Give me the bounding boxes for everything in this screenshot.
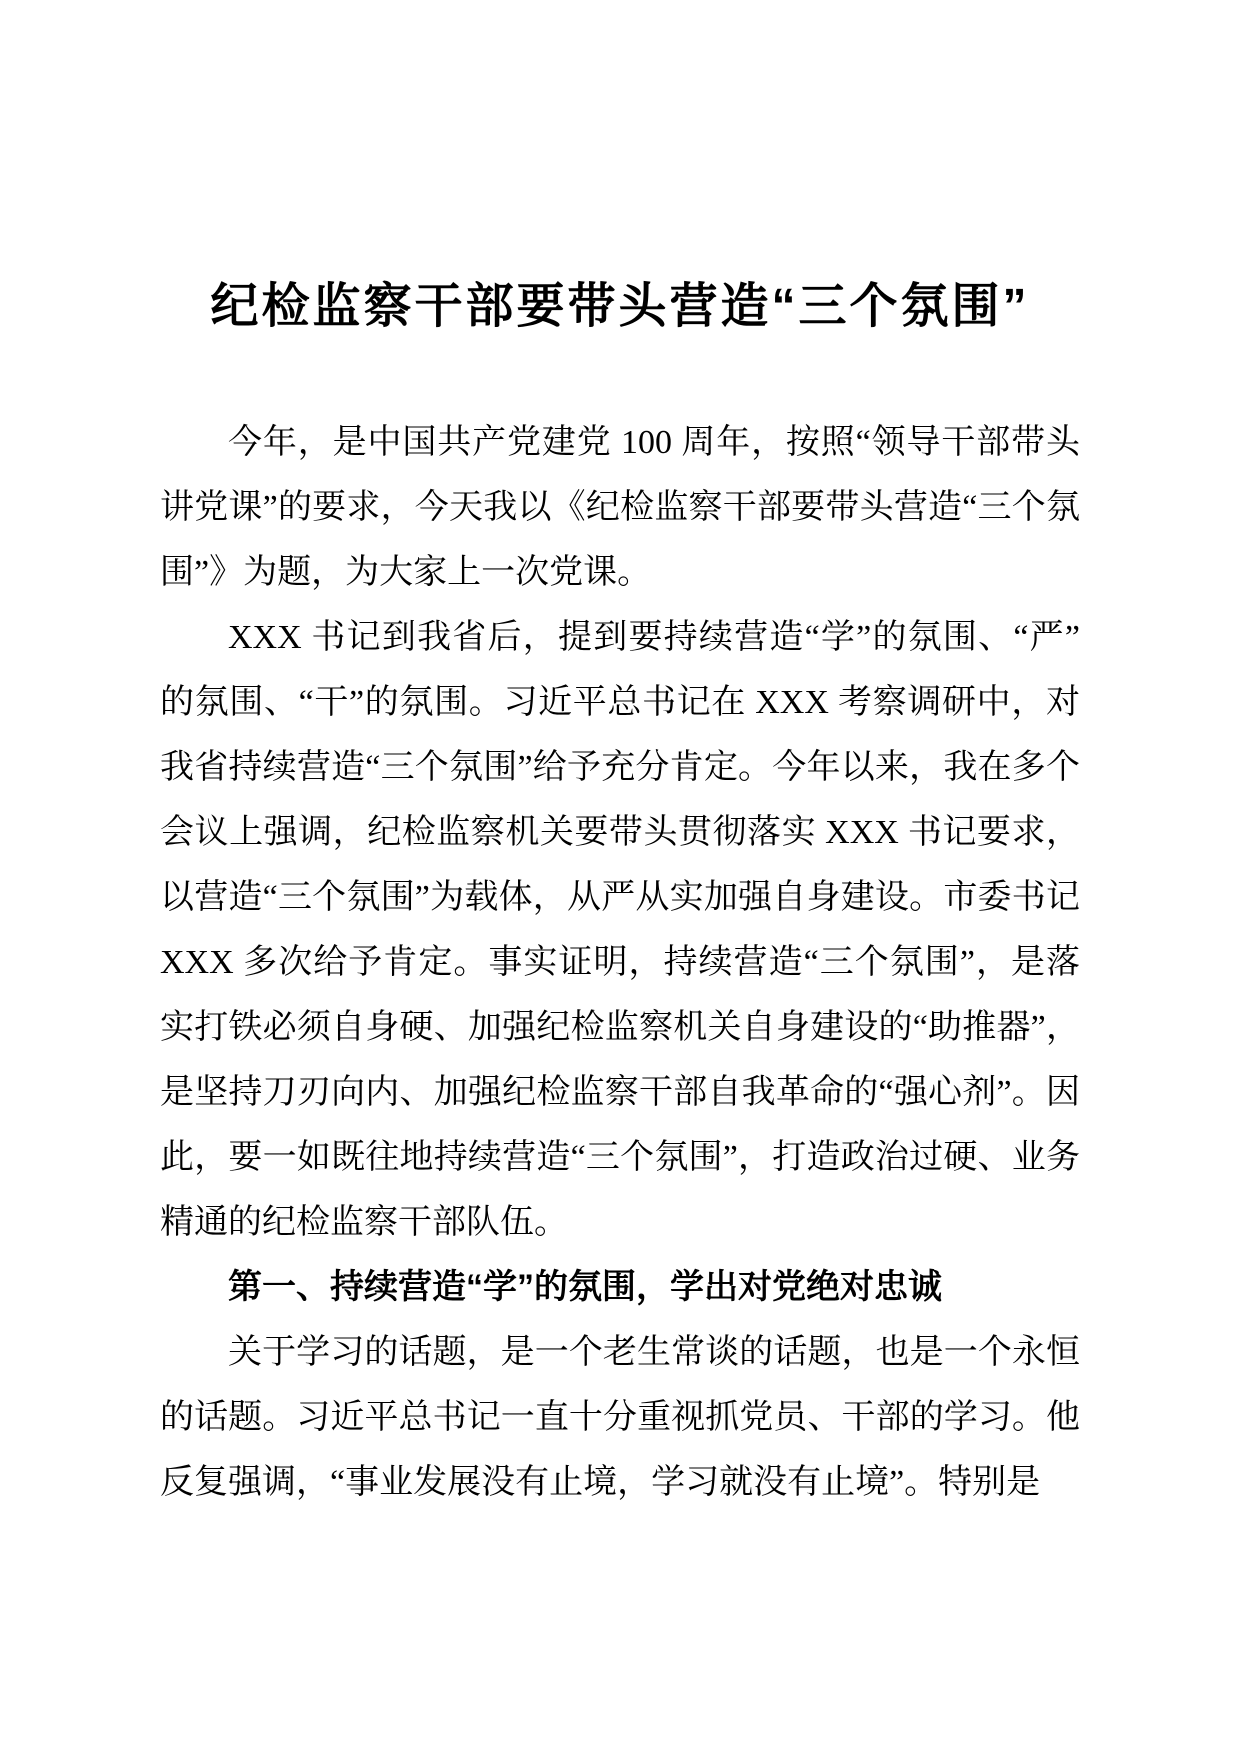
document-title: 纪检监察干部要带头营造“三个氛围” (210, 280, 1030, 333)
paragraph-background: XXX 书记到我省后，提到要持续营造“学”的氛围、“严”的氛围、“干”的氛围。习近平总书记在 XXX 考察调研中，对我省持续营造“三个氛围”给予充分肯定。今年以来，我在多个会议上强调，纪检监察机关要带头贯彻落实 XXX 书记要求，以营造“三个氛围”为载体，从严从实加强自身建设。市委书记 XXX 多次给予肯定。事实证明，持续营造“三个氛围”，是落实打铁必须自身硬、加强纪检监察机关自身建设的“助推器”，是坚持刀刃向内、加强纪检监察干部自我革命的“强心剂”。因此，要一如既往地持续营造“三个氛围”，打造政治过硬、业务精通的纪检监察干部队伍。 (160, 619, 1080, 1241)
paragraph-intro: 今年，是中国共产党建党 100 周年，按照“领导干部带头讲党课”的要求，今天我以《纪检监察干部要带头营造“三个氛围”》为题，为大家上一次党课。 (160, 424, 1080, 591)
section-heading-first: 第一、持续营造“学”的氛围，学出对党绝对忠诚 (228, 1268, 942, 1306)
paragraph-study: 关于学习的话题，是一个老生常谈的话题，也是一个永恒的话题。习近平总书记一直十分重视抓党员、干部的学习。他反复强调，“事业发展没有止境，学习就没有止境”。特别是 (160, 1334, 1080, 1501)
